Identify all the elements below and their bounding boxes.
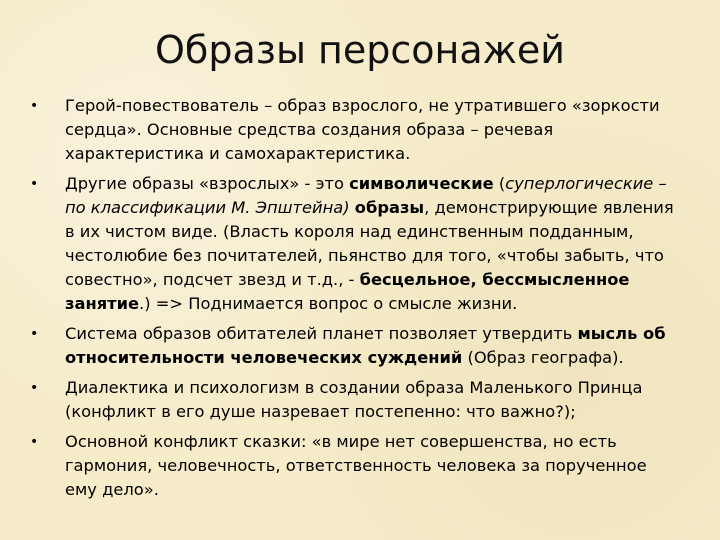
bullet-text: , демонстрирующие явления в их чистом виде. (Власть короля над единственным подданным, честолюбие без почитателей, пьянство для того, «чтобы забыть, что совестно», подсчет звезд и т.д., - (65, 198, 674, 289)
bullet-item (30, 376, 680, 424)
bullet-text-bold: символические (349, 174, 494, 193)
bullet-text: Диалектика и психологизм в создании образа Маленького Принца (конфликт в его душе назревает постепенно: что важно?); (65, 378, 643, 421)
bullet-text-italic: суперлогические – по классификации М. Эпштейна) (65, 174, 667, 217)
bullet-text-bold: бесцельное, бессмысленное занятие (65, 270, 630, 313)
bullet-item (30, 430, 680, 502)
bullet-text: Система образов обитателей планет позволяет утвердить (65, 324, 578, 343)
bullet-text: .) => Поднимается вопрос о смысле жизни. (139, 294, 518, 313)
bullet-text-bold: образы (354, 198, 425, 217)
bullet-dot-icon: • (30, 380, 39, 396)
bullet-item (30, 94, 680, 166)
bullet-item (30, 172, 680, 316)
bullet-text: Основной конфликт сказки: «в мире нет совершенства, но есть гармония, человечность, ответственность человека за порученное ему дело». (65, 432, 647, 499)
bullet-dot-icon: • (30, 326, 39, 342)
bullet-dot-icon: • (30, 434, 39, 450)
bullet-text: Другие образы «взрослых» - это (65, 174, 350, 193)
bullet-text: Герой-повествователь – образ взрослого, не утратившего «зоркости сердца». Основные средства создания образа – речевая характеристика и самохарактеристика. (65, 96, 660, 163)
bullet-text-bold: мысль об относительности человеческих суждений (65, 324, 666, 367)
bullet-text: ( (493, 174, 506, 193)
bullet-list (30, 94, 680, 508)
bullet-text: (Образ географа). (462, 348, 624, 367)
bullet-dot-icon: • (30, 176, 39, 192)
slide-title: Образы персонажей (155, 28, 565, 72)
bullet-dot-icon: • (30, 98, 39, 114)
bullet-item (30, 322, 680, 370)
